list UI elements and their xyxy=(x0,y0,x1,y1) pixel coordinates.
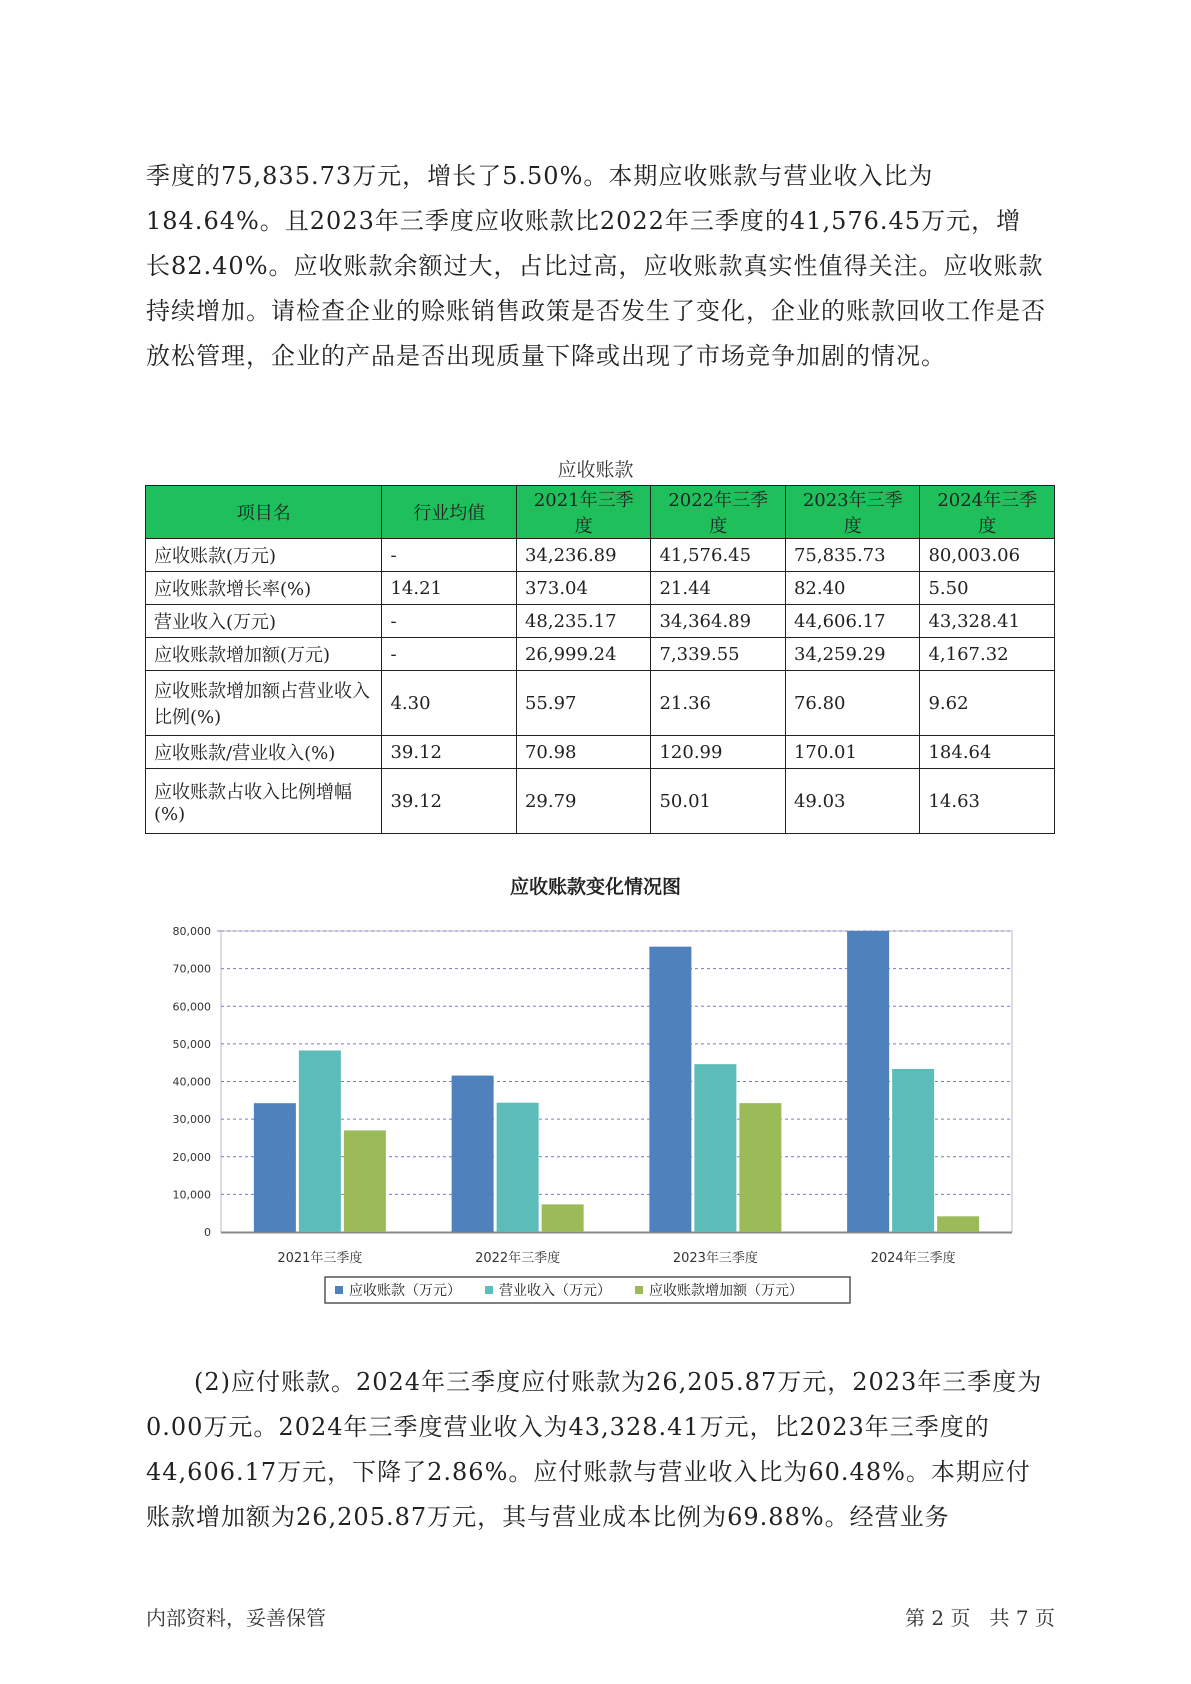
y-tick-label: 30,000 xyxy=(172,1113,211,1127)
table-header-row xyxy=(146,486,1055,539)
table-cell: 39.12 xyxy=(382,769,517,834)
table-cell: - xyxy=(382,539,517,572)
bar xyxy=(299,1051,341,1232)
table-cell: 14.63 xyxy=(920,769,1055,834)
table-cell: 应收账款占收入比例增幅(%) xyxy=(146,769,382,834)
table-row xyxy=(146,671,1055,736)
table-cell: 82.40 xyxy=(785,572,920,605)
table-cell: - xyxy=(382,638,517,671)
table-cell: 34,364.89 xyxy=(651,605,786,638)
y-tick-label: 10,000 xyxy=(172,1188,211,1202)
header-cell: 行业均值 xyxy=(382,486,517,539)
table-cell: 184.64 xyxy=(920,736,1055,769)
table-cell: 373.04 xyxy=(516,572,651,605)
table-cell: 应收账款增加额占营业收入比例(%) xyxy=(146,671,382,736)
header-cell: 2024年三季度 xyxy=(920,486,1055,539)
bar xyxy=(892,1069,934,1232)
table-cell: 4.30 xyxy=(382,671,517,736)
paragraph-payables-analysis: (2)应付账款。2024年三季度应付账款为26,205.87万元，2023年三季度为0.00万元。2024年三季度营业收入为43,328.41万元，比2023年三季度的44,606.17万元，下降了2.86%。应付账款与营业收入比为60.48%。本期应付账款增加额为26,205.87万元，其与营业成本比例为69.88%。经营业务 xyxy=(146,1368,1043,1531)
header-cell: 项目名 xyxy=(146,486,382,539)
paragraph-receivables-analysis: 季度的75,835.73万元，增长了5.50%。本期应收账款与营业收入比为184.64%。且2023年三季度应收账款比2022年三季度的41,576.45万元，增长82.40%。应收账款余额过大，占比过高，应收账款真实性值得关注。应收账款持续增加。请检查企业的赊账销售政策是否发生了变化，企业的账款回收工作是否放松管理，企业的产品是否出现质量下降或出现了市场竞争加剧的情况。 xyxy=(146,162,1046,370)
bar xyxy=(937,1216,979,1232)
bar xyxy=(649,947,691,1232)
table-cell: 41,576.45 xyxy=(651,539,786,572)
legend-swatch xyxy=(635,1286,643,1294)
table-cell: 26,999.24 xyxy=(516,638,651,671)
bar xyxy=(344,1130,386,1232)
chart-title: 应收账款变化情况图 xyxy=(509,876,681,898)
table-cell: 5.50 xyxy=(920,572,1055,605)
y-tick-label: 80,000 xyxy=(172,925,211,938)
header-cell: 2021年三季度 xyxy=(516,486,651,539)
table-cell: 39.12 xyxy=(382,736,517,769)
table-cell: 7,339.55 xyxy=(651,638,786,671)
bar-chart-svg xyxy=(150,865,1020,1320)
table-row xyxy=(146,769,1055,834)
y-tick-label: 0 xyxy=(204,1226,211,1239)
table-cell: 34,236.89 xyxy=(516,539,651,572)
table-cell: - xyxy=(382,605,517,638)
bar xyxy=(254,1103,296,1232)
bar xyxy=(847,931,889,1232)
table-cell: 应收账款/营业收入(%) xyxy=(146,736,382,769)
x-category-label: 2022年三季度 xyxy=(475,1251,561,1266)
bar xyxy=(542,1204,584,1232)
table-row xyxy=(146,572,1055,605)
table-cell: 4,167.32 xyxy=(920,638,1055,671)
table-cell: 70.98 xyxy=(516,736,651,769)
bar xyxy=(452,1076,494,1232)
table-row xyxy=(146,539,1055,572)
table-cell: 43,328.41 xyxy=(920,605,1055,638)
y-tick-label: 20,000 xyxy=(172,1150,211,1164)
table-cell: 120.99 xyxy=(651,736,786,769)
table-cell: 55.97 xyxy=(516,671,651,736)
y-tick-label: 60,000 xyxy=(172,1000,211,1014)
bar xyxy=(739,1103,781,1232)
table-title: 应收账款 xyxy=(557,459,634,481)
footer-page-number: 第 2 页 共 7 页 xyxy=(905,1606,1055,1630)
table-cell: 应收账款增长率(%) xyxy=(146,572,382,605)
table-cell: 29.79 xyxy=(516,769,651,834)
bar-chart xyxy=(150,865,1020,1320)
table-cell: 75,835.73 xyxy=(785,539,920,572)
table-cell: 48,235.17 xyxy=(516,605,651,638)
table-cell: 应收账款(万元) xyxy=(146,539,382,572)
table-cell: 170.01 xyxy=(785,736,920,769)
table-cell: 80,003.06 xyxy=(920,539,1055,572)
table-cell: 21.36 xyxy=(651,671,786,736)
x-category-label: 2024年三季度 xyxy=(870,1251,956,1266)
receivables-table xyxy=(145,485,1055,834)
table-cell: 44,606.17 xyxy=(785,605,920,638)
legend-label: 应收账款（万元） xyxy=(349,1283,461,1299)
table-cell: 76.80 xyxy=(785,671,920,736)
legend-label: 营业收入（万元） xyxy=(499,1283,611,1299)
table-cell: 9.62 xyxy=(920,671,1055,736)
x-category-label: 2023年三季度 xyxy=(672,1251,758,1266)
legend-label: 应收账款增加额（万元） xyxy=(649,1283,803,1299)
legend-swatch xyxy=(335,1286,343,1294)
table-cell: 49.03 xyxy=(785,769,920,834)
table-cell: 营业收入(万元) xyxy=(146,605,382,638)
table-row xyxy=(146,638,1055,671)
table-row xyxy=(146,736,1055,769)
table-cell: 34,259.29 xyxy=(785,638,920,671)
table-cell: 21.44 xyxy=(651,572,786,605)
footer-confidential: 内部资料，妥善保管 xyxy=(146,1606,326,1630)
y-tick-label: 50,000 xyxy=(172,1037,211,1051)
table-cell: 14.21 xyxy=(382,572,517,605)
y-tick-label: 40,000 xyxy=(172,1075,211,1089)
header-cell: 2023年三季度 xyxy=(785,486,920,539)
bar xyxy=(694,1064,736,1232)
bar xyxy=(497,1103,539,1232)
y-tick-label: 70,000 xyxy=(172,962,211,976)
table-cell: 50.01 xyxy=(651,769,786,834)
header-cell: 2022年三季度 xyxy=(651,486,786,539)
table-cell: 应收账款增加额(万元) xyxy=(146,638,382,671)
table-row xyxy=(146,605,1055,638)
legend-swatch xyxy=(485,1286,493,1294)
x-category-label: 2021年三季度 xyxy=(277,1251,363,1266)
